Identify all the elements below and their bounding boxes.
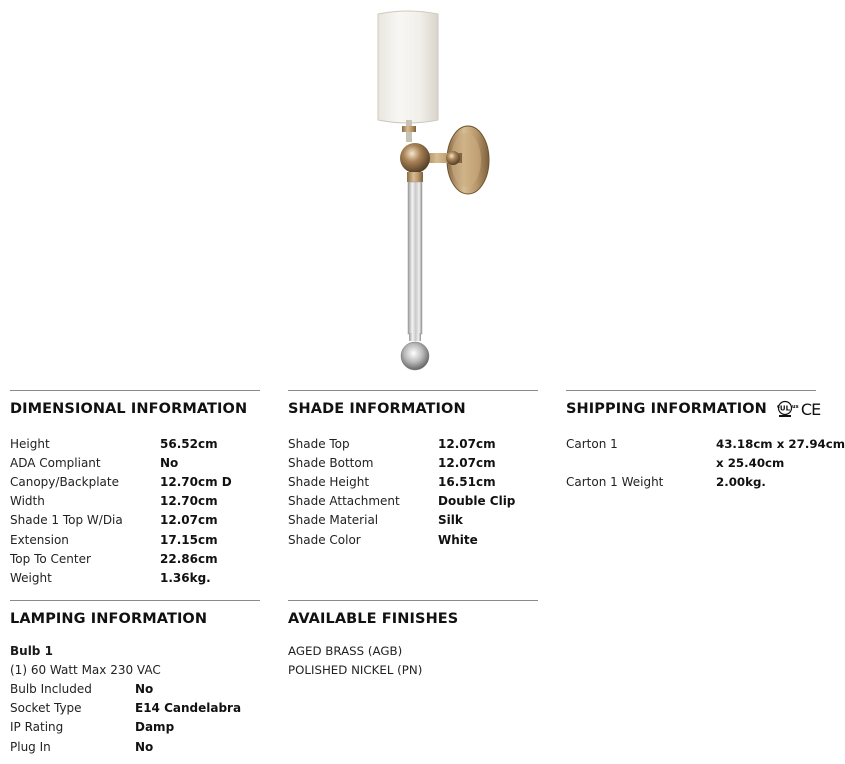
spec-label: Carton 1 [566,436,618,451]
svg-text:us: us [791,404,799,410]
spec-value: 56.52cm [160,436,218,451]
ul-listed-icon [775,400,797,418]
spec-label: Shade Top [288,436,350,451]
spec-row [288,453,538,472]
spec-row [10,718,260,737]
spec-value: Silk [438,513,463,528]
spec-value: 12.07cm [160,513,218,528]
spec-value: 43.18cm x 27.94cm [716,436,845,451]
spec-value: Damp [135,720,175,735]
spec-value: White [438,532,478,547]
spec-row [10,737,260,756]
dimensional-section [10,390,260,588]
divider [10,600,260,601]
spec-value: 22.86cm [160,551,218,566]
spec-row [10,568,260,587]
spec-value: 2.00kg. [716,474,766,489]
shipping-title: SHIPPING INFORMATION [566,401,767,417]
spec-label: Top To Center [10,551,91,566]
spec-row [10,679,260,698]
certification-marks [775,400,820,419]
ul-mark-text: UL [779,404,791,413]
spec-row [10,530,260,549]
spec-row [10,434,260,453]
spec-row [288,511,538,530]
spec-value: x 25.40cm [716,455,785,470]
shipping-heading [566,399,845,419]
spec-value: 12.07cm [438,455,496,470]
spec-label: Canopy/Backplate [10,474,119,489]
finish-item: AGED BRASS (AGB) [288,643,403,658]
divider [10,390,260,391]
spec-label: Socket Type [10,701,82,716]
shipping-section [566,390,845,492]
spec-value: 12.70cm [160,494,218,509]
spec-label: Shade Color [288,532,361,547]
spec-row [566,453,845,472]
spec-label: Plug In [10,739,51,754]
divider [288,390,538,391]
spec-label: Width [10,494,45,509]
spec-row [288,434,538,453]
spec-row [10,453,260,472]
spec-value: 12.70cm D [160,474,232,489]
dimensional-heading: DIMENSIONAL INFORMATION [10,401,248,417]
svg-text:c: c [776,404,780,410]
finishes-heading: AVAILABLE FINISHES [288,611,459,627]
spec-label: Shade Height [288,474,370,489]
spec-row [566,434,845,453]
spec-label: Bulb Included [10,681,92,696]
spec-value: E14 Candelabra [135,701,242,716]
spec-value: 1.36kg. [160,570,211,585]
spec-row [10,472,260,491]
spec-label: Shade Attachment [288,494,400,509]
spec-label: Weight [10,570,52,585]
lamping-section [10,600,260,756]
spec-label: Height [10,436,50,451]
ce-mark-icon: CE [800,399,821,419]
spec-label: IP Rating [10,720,64,735]
shade-heading: SHADE INFORMATION [288,401,466,417]
bulb-description: (1) 60 Watt Max 230 VAC [10,662,161,677]
spec-row [10,549,260,568]
spec-value: 17.15cm [160,532,218,547]
spec-value: 12.07cm [438,436,496,451]
spec-row [566,472,845,491]
bulb-title: Bulb 1 [10,643,53,658]
spec-row [288,530,538,549]
spec-value: No [135,681,154,696]
finish-item: POLISHED NICKEL (PN) [288,662,423,677]
lamping-heading: LAMPING INFORMATION [10,611,208,627]
divider [566,390,816,391]
spec-label: ADA Compliant [10,455,101,470]
spec-row [288,492,538,511]
spec-row [10,492,260,511]
shade-section [288,390,538,549]
spec-value: Double Clip [438,494,516,509]
spec-label: Extension [10,532,69,547]
spec-row [288,472,538,491]
spec-label: Carton 1 Weight [566,474,664,489]
product-image [360,0,510,380]
spec-label: Shade Bottom [288,455,374,470]
divider [288,600,538,601]
spec-value: 16.51cm [438,474,496,489]
spec-value: No [135,739,154,754]
spec-row [10,511,260,530]
finishes-section [288,600,538,679]
spec-value: No [160,455,179,470]
spec-row [10,699,260,718]
spec-label: Shade Material [288,513,379,528]
spec-label: Shade 1 Top W/Dia [10,513,123,528]
